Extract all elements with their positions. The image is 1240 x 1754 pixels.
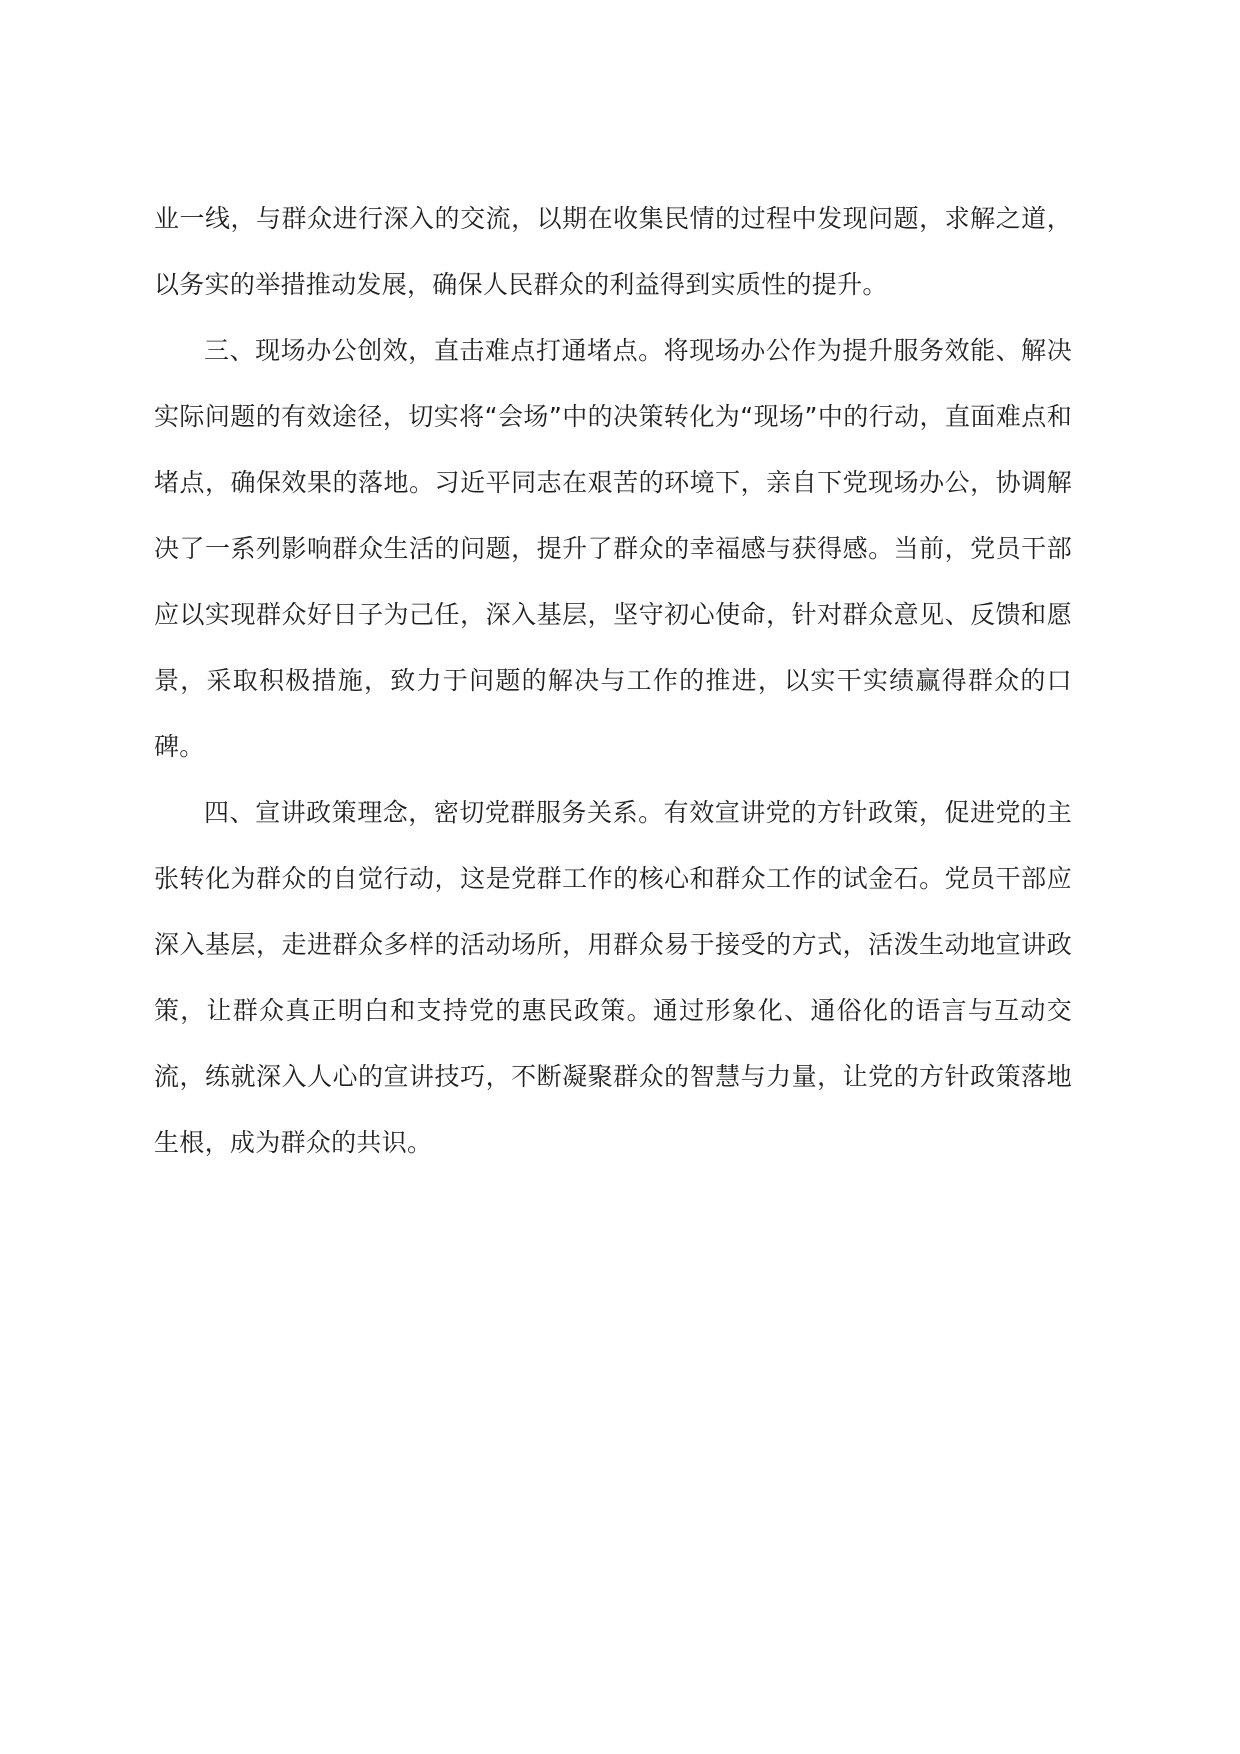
document-body	[154, 186, 1072, 1176]
paragraph-continuation: 业一线，与群众进行深入的交流，以期在收集民情的过程中发现问题，求解之道，以务实的举措推动发展，确保人民群众的利益得到实质性的提升。	[154, 204, 1072, 299]
paragraph-section-four: 四、宣讲政策理念，密切党群服务关系。有效宣讲党的方针政策，促进党的主张转化为群众的自觉行动，这是党群工作的核心和群众工作的试金石。党员干部应深入基层，走进群众多样的活动场所，用群众易于接受的方式，活泼生动地宣讲政策，让群众真正明白和支持党的惠民政策。通过形象化、通俗化的语言与互动交流，练就深入人心的宣讲技巧，不断凝聚群众的智慧与力量，让党的方针政策落地生根，成为群众的共识。	[154, 798, 1072, 1157]
paragraph-section-three: 三、现场办公创效，直击难点打通堵点。将现场办公作为提升服务效能、解决实际问题的有效途径，切实将“会场”中的决策转化为“现场”中的行动，直面难点和堵点，确保效果的落地。习近平同志在艰苦的环境下，亲自下党现场办公，协调解决了一系列影响群众生活的问题，提升了群众的幸福感与获得感。当前，党员干部应以实现群众好日子为己任，深入基层，坚守初心使命，针对群众意见、反馈和愿景，采取积极措施，致力于问题的解决与工作的推进，以实干实绩赢得群众的口碑。	[154, 336, 1072, 761]
